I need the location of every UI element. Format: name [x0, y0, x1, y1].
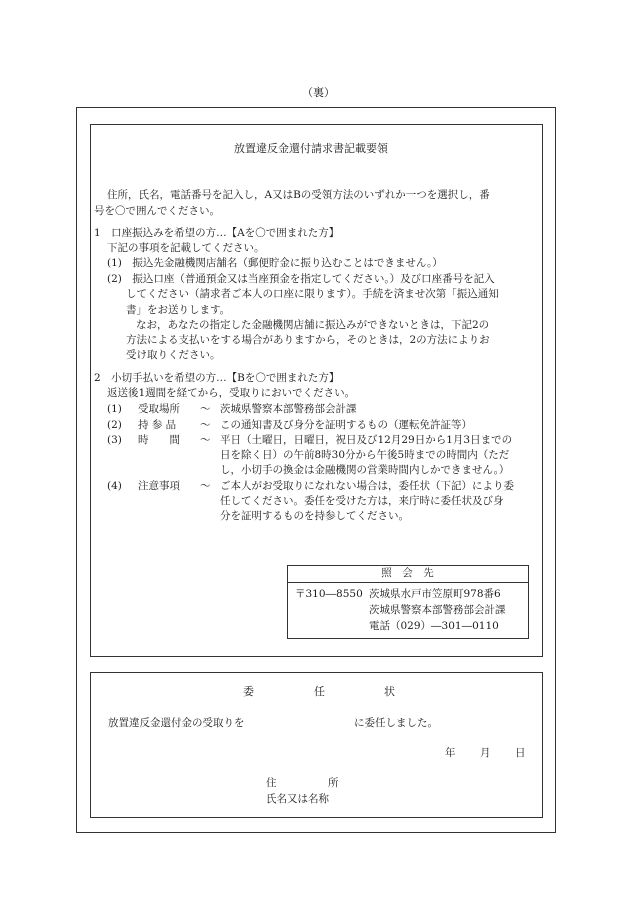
section1-note-line1: なお，あなたの指定した金融機関店舗に振込みができないときは，下記2の [136, 319, 490, 331]
proxy-statement-left: 放置違反金還付金の受取りを [108, 717, 245, 729]
section2-item-label: 持 参 品 [138, 419, 177, 431]
section2-item-label: 注意事項 [138, 480, 180, 492]
section1-item2-line3: 書」をお送りします。 [126, 304, 231, 316]
proxy-title-char: 委 [243, 685, 254, 698]
proxy-statement-right: に委任しました。 [354, 717, 438, 729]
contact-divider [287, 582, 528, 583]
tilde: ～ [200, 434, 211, 446]
section2-item-label: 時 間 [138, 434, 180, 446]
section2-item-text: 分を証明するものを持参してください。 [220, 510, 409, 522]
section2-item-text: この通知書及び身分を証明するもの（運転免許証等） [220, 419, 472, 431]
contact-phone: 電話（029）―301―0110 [369, 620, 499, 632]
section1-item2-line1: (2) 振込口座（普通預金又は当座預金を指定してください。）及び口座番号を記入 [107, 273, 495, 285]
tilde: ～ [200, 419, 211, 431]
section1-heading: 1 口座振込みを希望の方…【Aを〇で囲まれた方】 [94, 227, 340, 239]
section1-note-line3: 受け取りください。 [126, 349, 221, 361]
proxy-title-char: 状 [384, 685, 395, 698]
address-label-char: 所 [328, 777, 339, 789]
section2-item-text: 任してください。委任を受けた方は，来庁時に委任状及び身 [220, 495, 504, 507]
section2-item-num: (2) [107, 419, 122, 431]
proxy-title-char: 任 [314, 685, 325, 698]
section1-subheading: 下記の事項を記載してください。 [107, 242, 265, 254]
section2-item-text: ご本人がお受取りになれない場合は，委任状（下記）により委 [220, 480, 514, 492]
section2-item-num: (4) [107, 480, 122, 492]
address-label-char: 住 [266, 777, 277, 789]
contact-header: 照 会 先 [381, 567, 434, 579]
section2-item-text: し，小切手の換金は金融機関の営業時間内しかできません。） [220, 464, 510, 476]
date-year-label: 年 [445, 747, 456, 759]
date-day-label: 日 [515, 747, 526, 759]
section1-item2-line2: してください（請求者ご本人の口座に限ります）。手続を済ませ次第「振込通知 [126, 288, 499, 300]
date-month-label: 月 [480, 747, 491, 759]
section2-item-text: 平日（土曜日，日曜日，祝日及び12月29日から1月3日までの [220, 434, 513, 446]
section2-item-text: 日を除く日）の午前8時30分から午後5時までの時間内（ただ [220, 449, 510, 461]
tilde: ～ [200, 480, 211, 492]
section2-item-num: (3) [107, 434, 122, 446]
page-label: （裏） [302, 86, 335, 99]
section2-heading: 2 小切手払いを希望の方…【Bを〇で囲まれた方】 [94, 372, 340, 384]
section2-item-label: 受取場所 [138, 403, 180, 415]
section2-item-text: 茨城県警察本部警務部会計課 [220, 403, 357, 415]
section1-item1: (1) 振込先金融機関店舗名（郵便貯金に振り込むことはできません。） [107, 257, 443, 269]
guide-title: 放置違反金還付請求書記載要領 [234, 142, 388, 155]
contact-office: 茨城県警察本部警務部会計課 [369, 604, 506, 616]
tilde: ～ [200, 403, 211, 415]
section2-subheading: 返送後1週間を経てから，受取りにおいでください。 [107, 387, 356, 399]
section2-item-num: (1) [107, 403, 122, 415]
contact-postal: 〒310―8550 [295, 588, 363, 600]
section1-note-line2: 方法による支払いをする場合がありますから，そのときは，2の方法によりお [126, 334, 490, 346]
intro-line-2: 号を〇で囲んでください。 [94, 205, 220, 217]
intro-line-1: 住所，氏名，電話番号を記入し，A又はBの受領方法のいずれか一つを選択し，番 [107, 189, 490, 201]
contact-address: 茨城県水戸市笠原町978番6 [369, 588, 501, 600]
name-label: 氏名又は名称 [266, 793, 329, 805]
